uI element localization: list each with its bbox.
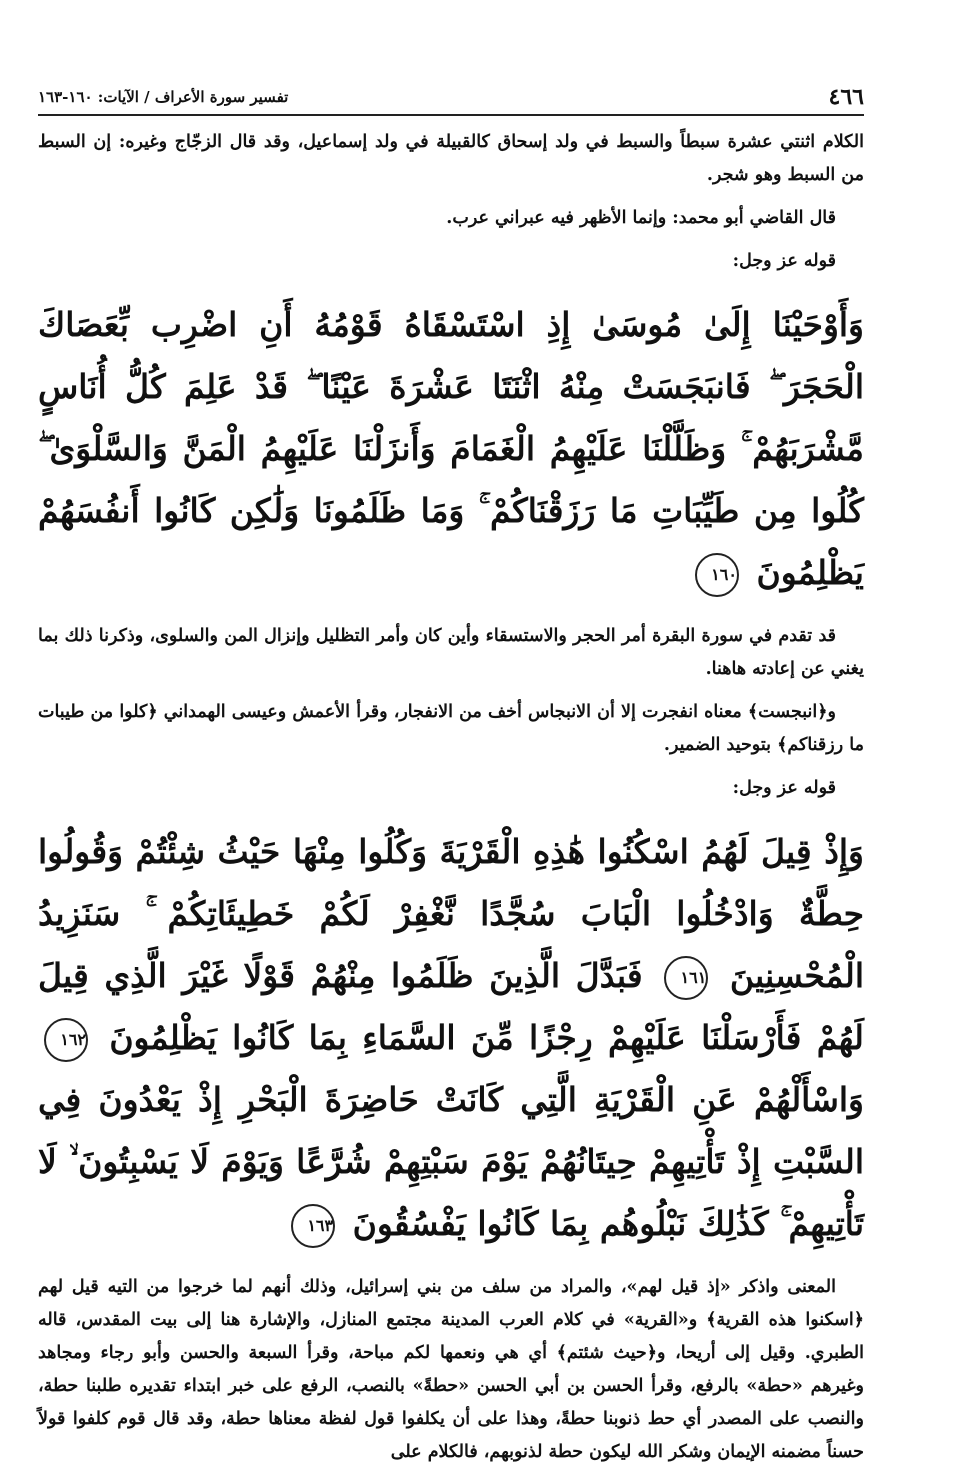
paragraph-4: قد تقدم في سورة البقرة أمر الحجر والاستسقاء وأين كان وأمر التظليل وإنزال المن والسلوى، وذكرنا ذلك بما يغني عن إعادته هاهنا. [38,626,864,679]
paragraph-2: قال القاضي أبو محمد: وإنما الأظهر فيه عبراني عرب. [446,208,836,228]
paragraph-5: و﴿انبجست﴾ معناه انفجرت إلا أن الانبجاس أخف من الانفجار، وقرأ الأعمش وعيسى الهمداني ﴿كلوا من طيبات ما رزقناكم﴾ بتوحيد الضمير. [38,702,864,755]
paragraph-3: قوله عز وجل: [732,251,836,271]
paragraph-6: قوله عز وجل: [732,778,836,798]
ayah-number: ١٦٣ [307,1216,334,1235]
ayah-number-mark [291,1204,335,1248]
quran-verses-161-163 [38,821,864,1255]
quran-verse-160 [38,294,864,604]
paragraph-1: الكلام اثنتي عشرة سبطاً والسبط في ولد إسحاق كالقبيلة في ولد إسماعيل، وقد قال الزجّاج وغيره: إن السبط من السبط وهو شجر. [38,132,864,185]
page-number: ٤٦٦ [828,84,864,110]
verse-text: وَأَوْحَيْنَا إِلَىٰ مُوسَىٰ إِذِ اسْتَسْقَاهُ قَوْمُهُ أَنِ اضْرِب بِّعَصَاكَ الْحَجَرَ ۖ فَانبَجَسَتْ مِنْهُ اثْنَتَا عَشْرَةَ عَيْنًا ۖ قَدْ عَلِمَ كُلُّ أُنَاسٍ مَّشْرَبَهُمْ ۚ وَظَلَّلْنَا عَلَيْهِمُ الْغَمَامَ وَأَنزَلْنَا عَلَيْهِمُ الْمَنَّ وَالسَّلْوَىٰ ۖ كُلُوا مِن طَيِّبَاتِ مَا رَزَقْنَاكُمْ ۚ وَمَا ظَلَمُونَا وَلَٰكِن كَانُوا أَنفُسَهُمْ يَظْلِمُونَ [38,305,864,592]
ayah-number-mark [44,1018,88,1062]
ayah-number-mark [695,553,739,597]
running-title: تفسير سورة الأعراف / الآيات: ١٦٠-١٦٣ [38,88,289,106]
verse-text: وَإِذْ قِيلَ لَهُمُ اسْكُنُوا هَٰذِهِ الْقَرْيَةَ وَكُلُوا مِنْهَا حَيْثُ شِئْتُمْ وَقُولُوا حِطَّةٌ وَادْخُلُوا الْبَابَ سُجَّدًا نَّغْفِرْ لَكُمْ خَطِيئَاتِكُمْ ۚ سَنَزِيدُ الْمُحْسِنِينَ [38,832,864,995]
paragraph-7: المعنى واذكر «إذ قيل لهم»، والمراد من سلف من بني إسرائيل، وذلك أنهم لما خرجوا من التيه قيل لهم ﴿اسكنوا هذه القرية﴾ و«القرية» في كلام العرب المدينة مجتمع المنازل، والإشارة هنا إلى بيت المقدس، قاله الطبري. وقيل إلى أريحا، و﴿حيث شئتم﴾ أي هي ونعمها لكم مباحة، وقرأ السبعة والحسن وأبو رجاء ومجاهد وغيرهم «حطة» بالرفع، وقرأ الحسن بن أبي الحسن «حطةً» بالنصب، الرفع على خبر ابتداء تقديره طلبنا حطة، والنصب على المصدر أي حط ذنوبنا حطةً، وهذا على أن يكلفوا قول لفظة معناها حطة، وقد قال قوم كلفوا قولاً حسناً مضمنه الإيمان وشكر الله ليكون حطة لذنوبهم، فالكلام على [38,1277,864,1462]
verse-text: فَبَدَّلَ الَّذِينَ ظَلَمُوا مِنْهُمْ قَوْلًا غَيْرَ الَّذِي قِيلَ لَهُمْ فَأَرْسَلْنَا عَلَيْهِمْ رِجْزًا مِّنَ السَّمَاءِ بِمَا كَانُوا يَظْلِمُونَ [38,956,864,1057]
ayah-number: ١٦٢ [60,1030,86,1049]
ayah-number: ١٦٠ [711,565,737,584]
page-header [38,80,864,116]
ayah-number-mark [664,956,708,1000]
verse-text: وَاسْأَلْهُمْ عَنِ الْقَرْيَةِ الَّتِي كَانَتْ حَاضِرَةَ الْبَحْرِ إِذْ يَعْدُونَ فِي السَّبْتِ إِذْ تَأْتِيهِمْ حِيتَانُهُمْ يَوْمَ سَبْتِهِمْ شُرَّعًا وَيَوْمَ لَا يَسْبِتُونَ ۙ لَا تَأْتِيهِمْ ۚ كَذَٰلِكَ نَبْلُوهُم بِمَا كَانُوا يَفْسُقُونَ [38,1080,864,1243]
ayah-number: ١٦١ [680,968,707,987]
